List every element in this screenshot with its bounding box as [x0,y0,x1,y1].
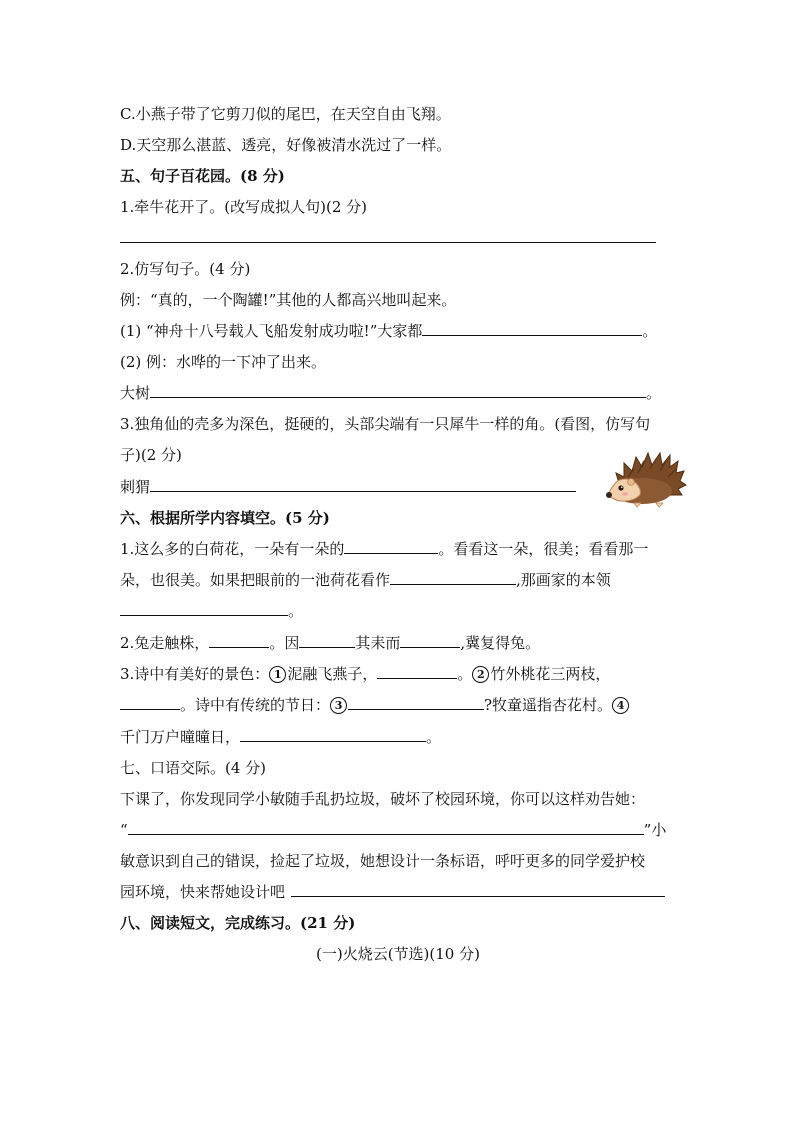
q6-3-text-g: 千门万户曈曈日， [120,728,241,746]
q6-3-line2 [120,695,630,715]
hedgehog-illustration [604,447,688,509]
q7-line4-text: 园环境，快来帮她设计吧 [120,883,286,901]
q7-line1: 下课了，你发现同学小敏随手乱扔垃圾，破坏了校园环境，你可以这样劝告她： [120,790,646,808]
q6-2 [120,633,540,653]
q5-2-1-end: 。 [642,322,658,340]
q6-3-text-d: 竹外桃花三两枝， [490,665,611,683]
q5-3-line2: 子)(2 分) [120,446,182,464]
hedgehog-face-icon [610,479,641,501]
q6-3-blank-3[interactable] [348,695,484,710]
hedgehog-nose-icon [606,492,612,498]
q5-2-1 [120,321,657,341]
q7-line2 [120,820,666,840]
q5-2-2-blank[interactable] [150,383,646,398]
q6-2-text-c: 其耒而 [355,634,401,652]
q7-quote-close: ”小 [643,821,667,839]
q6-3-line1 [120,664,610,684]
q6-1-line3 [120,601,303,621]
q5-2-2-end: 。 [646,384,662,402]
q6-1-line1 [120,539,648,559]
q6-3-text-b: 泥融飞燕子， [287,665,378,683]
q6-1-text-d: ,那画家的本领 [516,571,611,589]
q6-1-text-b: 。看看这一朵，很美；看看那一 [438,540,649,558]
circled-number-1: 1 [269,666,286,683]
q6-1-blank-1[interactable] [344,539,438,554]
q6-3-text-a: 3.诗中有美好的景色： [120,665,270,683]
q6-1-end: 。 [288,602,304,620]
option-d: D.天空那么湛蓝、透亮，好像被清水洗过了一样。 [120,136,452,154]
section-6-title: 六、根据所学内容填空。(5 分) [120,509,330,527]
q5-3-answer [120,477,576,497]
q7-slogan-blank[interactable] [291,882,665,897]
q6-2-text-b: 。因 [269,634,300,652]
q6-2-text-d: ,冀复得兔。 [460,634,541,652]
q5-2-example: 例：“真的，一个陶罐!”其他的人都高兴地叫起来。 [120,291,457,309]
q5-2-2 [120,383,661,403]
section-8-subtitle: (一)火烧云(节选)(10 分) [316,945,480,963]
q7-line4 [120,882,665,902]
q6-1-line2 [120,570,611,590]
q5-1-prompt: 1.牵牛花开了。(改写成拟人句)(2 分) [120,198,368,216]
q6-3-blank-1[interactable] [377,664,457,679]
q7-advice-blank[interactable] [128,820,644,835]
section-7-title: 七、口语交际。(4 分) [120,759,267,777]
q7-quote-open: “ [120,821,128,839]
q6-3-text-c: 。 [457,665,473,683]
q6-3-text-e: 。诗中有传统的节日： [180,696,331,714]
q5-2-prompt: 2.仿写句子。(4 分) [120,260,251,278]
q5-1-answer-line[interactable] [120,242,656,243]
section-8-title: 八、阅读短文，完成练习。(21 分) [120,914,356,932]
q6-1-text-c: 朵，也很美。如果把眼前的一池荷花看作 [120,571,391,589]
q6-3-blank-2[interactable] [120,695,180,710]
q6-2-blank-2[interactable] [299,633,355,648]
q6-3-line3 [120,727,441,747]
circled-number-3: 3 [330,697,347,714]
q5-2-1-blank[interactable] [422,321,642,336]
q5-3-line1: 3.独角仙的壳多为深色，挺硬的，头部尖端有一只犀牛一样的角。(看图，仿写句 [120,415,651,433]
hedgehog-eye-icon [618,485,623,490]
option-c: C.小燕子带了它剪刀似的尾巴，在天空自由飞翔。 [120,105,451,123]
q5-3-prefix: 刺猬 [120,478,151,496]
q5-2-1-text: (1) “神舟十八号载人飞船发射成功啦!”大家都 [120,322,423,340]
q6-2-blank-1[interactable] [209,633,269,648]
q6-2-blank-3[interactable] [400,633,460,648]
q6-1-blank-3[interactable] [120,601,288,616]
q5-3-blank[interactable] [150,477,576,492]
q6-1-text-a: 1.这么多的白荷花，一朵有一朵的 [120,540,345,558]
q6-3-text-f: ?牧童遥指杏花村。 [484,696,613,714]
section-5-title: 五、句子百花园。(8 分) [120,167,285,185]
q6-2-text-a: 2.兔走触株， [120,634,210,652]
q7-line3: 敏意识到自己的错误，捡起了垃圾，她想设计一条标语，呼吁更多的同学爱护校 [120,852,646,870]
q6-3-blank-4[interactable] [240,727,426,742]
q5-2-2-prefix: 大树 [120,384,151,402]
q6-1-blank-2[interactable] [390,570,516,585]
q6-3-text-h: 。 [426,728,442,746]
circled-number-2: 2 [472,666,489,683]
circled-number-4: 4 [612,697,629,714]
q5-2-2-example: (2) 例：水哗的一下冲了出来。 [120,353,327,371]
